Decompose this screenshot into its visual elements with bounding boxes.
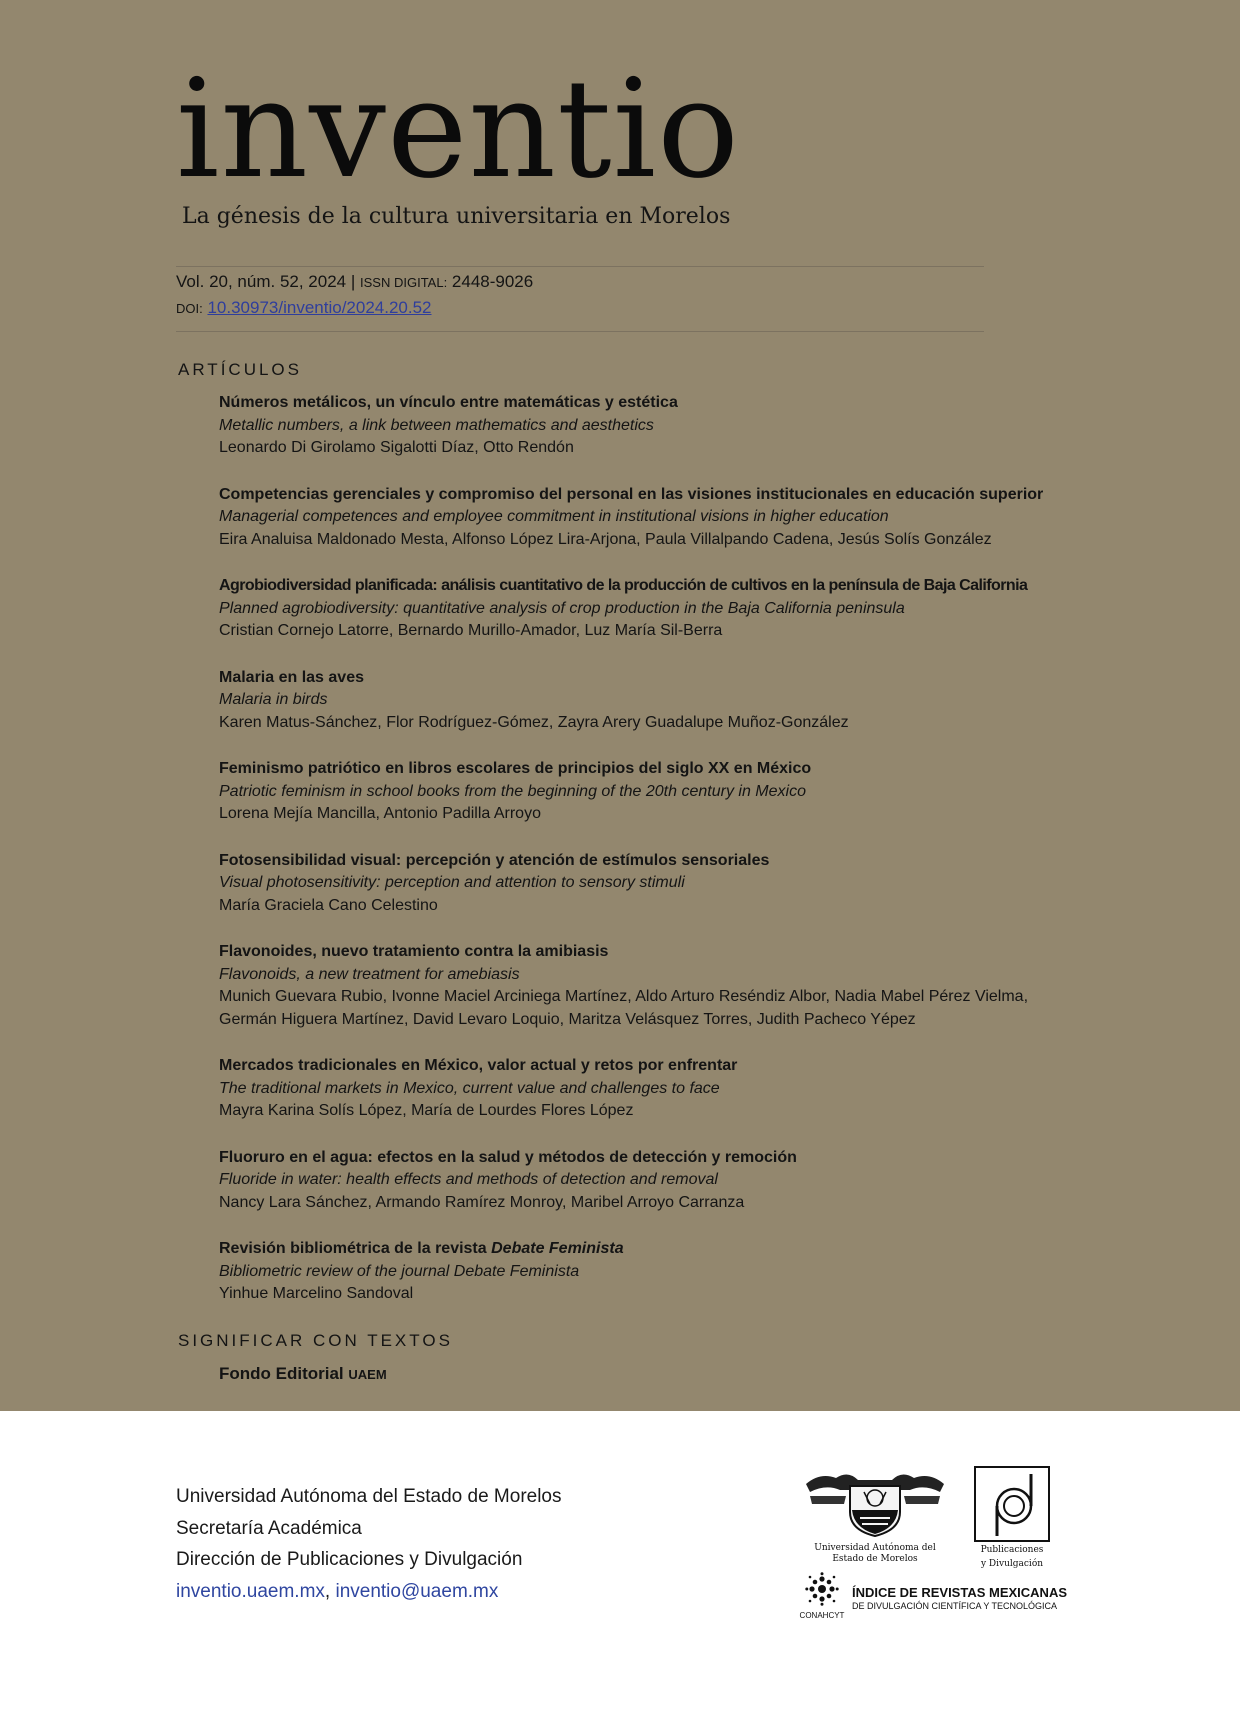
- fondo-suffix: UAEM: [348, 1367, 387, 1382]
- publicaciones-logo: [970, 1466, 1054, 1570]
- article-english-title: Visual photosensitivity: perception and attention to sensory stimuli: [219, 874, 685, 891]
- article-title: Flavonoides, nuevo tratamiento contra la amibiasis: [219, 943, 609, 960]
- article-english-title: Flavonoids, a new treatment for amebiasis: [219, 965, 520, 983]
- volume-number: Vol. 20, núm. 52, 2024: [176, 272, 347, 291]
- article-authors: Lorena Mejía Mancilla, Antonio Padilla Arroyo: [219, 805, 541, 822]
- article-authors: Mayra Karina Solís López, María de Lourdes Flores López: [219, 1102, 634, 1119]
- issn-value: 2448-9026: [451, 272, 534, 291]
- publisher-info: [176, 1481, 562, 1607]
- pd-caption-2: y Divulgación: [980, 1559, 1044, 1569]
- article-title-italic: Debate Feminista: [491, 1240, 624, 1257]
- article-authors: Eira Analuisa Maldonado Mesta, Alfonso López Lira-Arjona, Paula Villalpando Cadena, Jesús Solís González: [219, 530, 992, 548]
- article-title: Agrobiodiversidad planificada: análisis cuantitativo de la producción de cultivos en la península de Baja California: [219, 577, 1028, 594]
- uaem-crest-icon: [800, 1466, 950, 1538]
- article-item: [219, 850, 1219, 918]
- article-english-title: Fluoride in water: health effects and methods of detection and removal: [219, 1171, 718, 1188]
- article-english-title: Malaria in birds: [219, 691, 328, 708]
- article-english-title: Managerial competences and employee commitment in institutional visions in higher education: [219, 508, 889, 525]
- conahcyt-dots-icon: [805, 1572, 839, 1606]
- article-authors: Nancy Lara Sánchez, Armando Ramírez Monroy, Maribel Arroyo Carranza: [219, 1193, 745, 1211]
- article-title: [219, 1238, 1219, 1261]
- fondo-editorial: [219, 1364, 387, 1384]
- indice-revistas-logo: [852, 1585, 1067, 1611]
- issn-label: ISSN DIGITAL:: [360, 275, 448, 290]
- fondo-label: Fondo Editorial: [219, 1364, 344, 1383]
- article-authors: María Graciela Cano Celestino: [219, 896, 438, 914]
- article-authors-continued: Germán Higuera Martínez, David Levaro Loquio, Maritza Velásquez Torres, Judith Pacheco Yépez: [219, 1010, 916, 1028]
- journal-tagline: La génesis de la cultura universitaria en Morelos: [182, 204, 731, 229]
- uaem-caption-1: Universidad Autónoma del: [814, 1543, 936, 1553]
- top-divider: [176, 266, 984, 267]
- publicaciones-icon: [976, 1468, 1048, 1540]
- indice-subtitle: DE DIVULGACIÓN CIENTÍFICA Y TECNOLÓGICA: [852, 1601, 1058, 1611]
- university-name: Universidad Autónoma del Estado de Morelos: [176, 1486, 562, 1507]
- article-authors: Cristian Cornejo Latorre, Bernardo Murillo-Amador, Luz María Sil-Berra: [219, 622, 723, 639]
- article-english-title: Patriotic feminism in school books from the beginning of the 20th century in Mexico: [219, 782, 806, 800]
- article-title: Competencias gerenciales y compromiso del personal en las visiones institucionales en educación superior: [219, 485, 1044, 503]
- article-english-title: Bibliometric review of the journal Debate Feminista: [219, 1262, 580, 1280]
- conahcyt-caption: CONAHCYT: [799, 1611, 845, 1620]
- article-authors: Leonardo Di Girolamo Sigalotti Díaz, Otto Rendón: [219, 439, 574, 456]
- journal-masthead: inventio: [176, 51, 741, 209]
- secretariat-name: Secretaría Académica: [176, 1517, 362, 1539]
- article-title-text: Revisión bibliométrica de la revista: [219, 1240, 487, 1257]
- article-item: [219, 758, 1219, 826]
- website-link[interactable]: inventio.uaem.mx: [176, 1580, 325, 1602]
- uaem-caption-2: Estado de Morelos: [832, 1554, 918, 1564]
- article-title: Fotosensibilidad visual: percepción y atención de estímulos sensoriales: [219, 851, 770, 869]
- email-link[interactable]: inventio@uaem.mx: [335, 1580, 499, 1602]
- article-authors: Munich Guevara Rubio, Ivonne Maciel Arciniega Martínez, Aldo Arturo Reséndiz Albor, Nadia Mabel Pérez Vielma,: [219, 988, 1029, 1005]
- article-item: [219, 1147, 1219, 1215]
- article-english-title: Metallic numbers, a link between mathematics and aesthetics: [219, 416, 654, 434]
- article-item: [219, 667, 1219, 735]
- article-title: Fluoruro en el agua: efectos en la salud y métodos de detección y remoción: [219, 1148, 797, 1166]
- volume-line: [176, 272, 533, 292]
- article-item: [219, 484, 1219, 552]
- article-item: [219, 941, 1219, 1031]
- doi-label: DOI:: [176, 301, 203, 316]
- contact-line: [176, 1576, 562, 1608]
- article-authors: Yinhue Marcelino Sandoval: [219, 1285, 414, 1302]
- uaem-logo: [800, 1466, 950, 1565]
- separator: |: [350, 272, 356, 291]
- indice-title: ÍNDICE DE REVISTAS MEXICANAS: [852, 1585, 1068, 1600]
- article-list: [219, 392, 1219, 1330]
- article-item: [219, 1055, 1219, 1123]
- article-title: Feminismo patriótico en libros escolares de principios del siglo XX en México: [219, 760, 812, 777]
- texts-heading: SIGNIFICAR CON TEXTOS: [178, 1331, 453, 1350]
- article-english-title: Planned agrobiodiversity: quantitative analysis of crop production in the Baja California peninsula: [219, 599, 905, 617]
- article-english-title: The traditional markets in Mexico, current value and challenges to face: [219, 1079, 720, 1097]
- doi-link[interactable]: 10.30973/inventio/2024.20.52: [207, 298, 432, 317]
- article-title: Números metálicos, un vínculo entre matemáticas y estética: [219, 394, 678, 411]
- article-authors: Karen Matus-Sánchez, Flor Rodríguez-Gómez, Zayra Arery Guadalupe Muñoz-González: [219, 713, 849, 731]
- article-item: [219, 392, 1219, 460]
- conahcyt-logo: [796, 1572, 848, 1620]
- pd-box: [974, 1466, 1050, 1542]
- contact-comma: ,: [324, 1580, 331, 1602]
- pd-caption-1: Publicaciones: [980, 1545, 1044, 1555]
- articles-heading: ARTÍCULOS: [178, 360, 302, 379]
- direction-name: Dirección de Publicaciones y Divulgación: [176, 1549, 523, 1570]
- doi-line: [176, 298, 432, 318]
- article-title: Malaria en las aves: [219, 668, 364, 686]
- article-title: Mercados tradicionales en México, valor actual y retos por enfrentar: [219, 1057, 738, 1074]
- article-item: [219, 575, 1219, 643]
- article-item: [219, 1238, 1219, 1306]
- bottom-divider: [176, 331, 984, 332]
